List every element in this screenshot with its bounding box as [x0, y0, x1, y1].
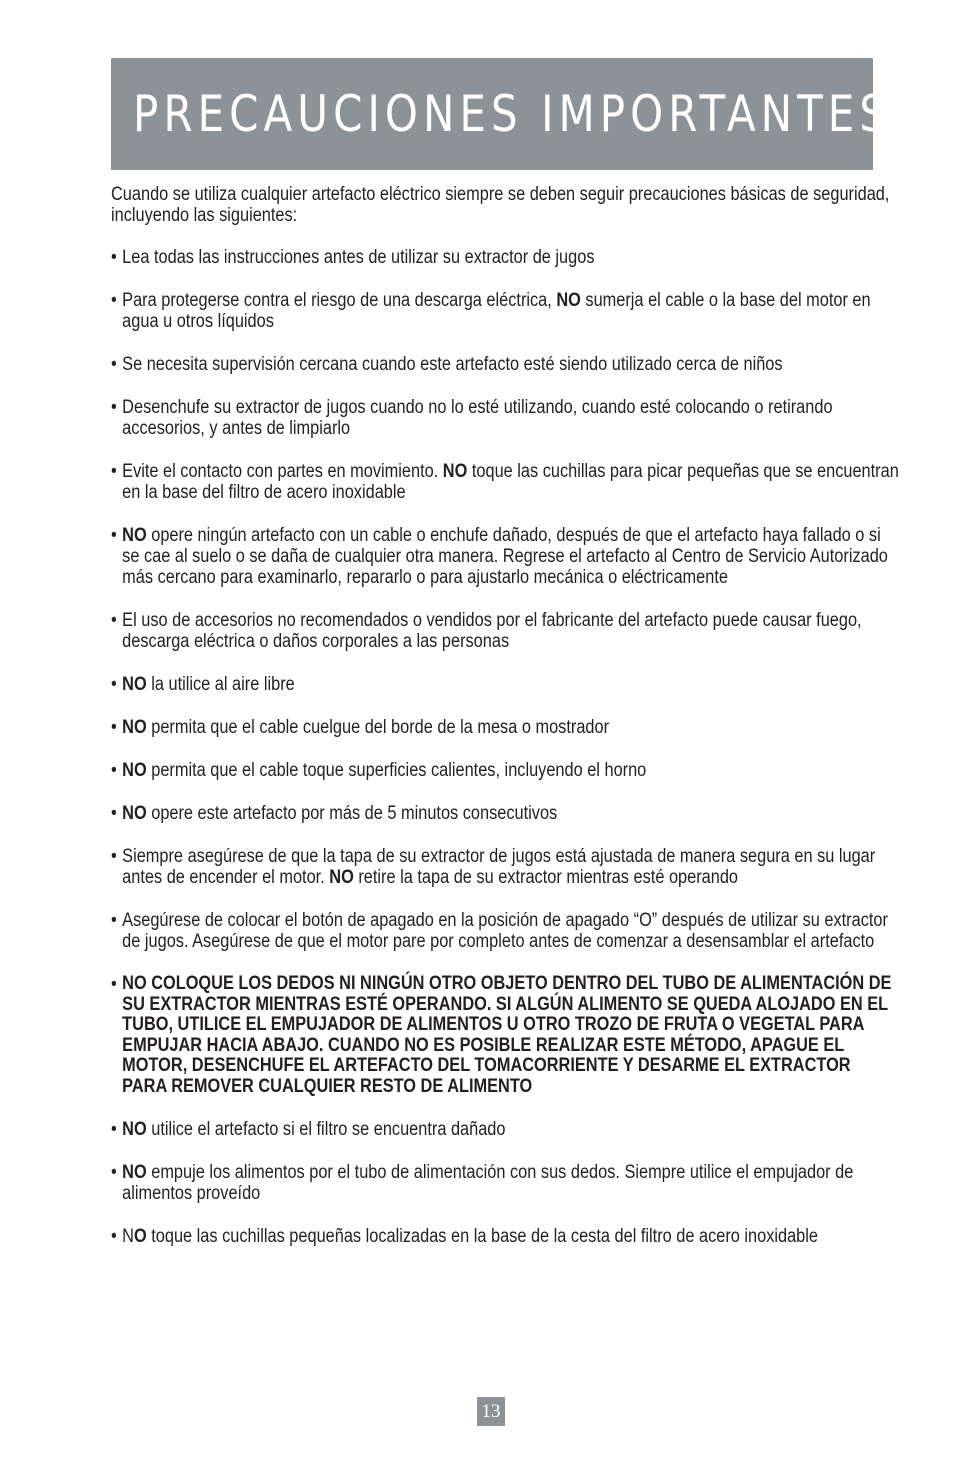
list-item [111, 461, 899, 503]
list-item-text [122, 803, 899, 824]
list-item [111, 525, 899, 588]
bullet-marker: • [111, 846, 117, 867]
list-item [111, 760, 899, 781]
bullet-marker: • [111, 674, 117, 695]
item-text-bold: NO [122, 525, 147, 546]
item-text-bold: NO [122, 1162, 147, 1183]
bullet-marker: • [111, 803, 117, 824]
item-text-post: retire la tapa de su extractor mientras esté operando [353, 867, 739, 888]
list-item [111, 1162, 899, 1204]
bullet-marker: • [111, 1162, 117, 1183]
list-item [111, 290, 899, 332]
item-text-post: la utilice al aire libre [146, 674, 295, 695]
item-text-bold: NO [122, 1119, 147, 1140]
list-item [111, 354, 899, 375]
list-item-text [122, 674, 899, 695]
bullet-marker: • [111, 461, 117, 482]
intro-paragraph: Cuando se utiliza cualquier artefacto eléctrico siempre se deben seguir precauciones básicas de seguridad, incluyendo las siguientes: [111, 184, 890, 226]
list-item-text [122, 247, 899, 268]
list-item-text [122, 717, 899, 738]
list-item-text [122, 610, 899, 652]
list-item [111, 1119, 899, 1140]
text-column [111, 184, 899, 1269]
list-item-text [122, 461, 899, 503]
item-text-post: utilice el artefacto si el filtro se encuentra dañado [146, 1119, 506, 1140]
list-item-text [122, 910, 899, 952]
bullet-marker: • [111, 1226, 117, 1247]
item-text-post: toque las cuchillas para picar pequeñas que se encuentran en la base del filtro de acero inoxidable [122, 461, 899, 503]
item-text-bold: NO [122, 674, 147, 695]
bullet-marker: • [111, 397, 117, 418]
list-item-text [122, 397, 899, 439]
list-item-text [122, 846, 899, 888]
list-item-text [122, 1226, 899, 1247]
item-text-bold: NO [122, 803, 147, 824]
precautions-content [111, 184, 901, 1269]
list-item-text [122, 525, 899, 588]
bullet-marker: • [111, 354, 117, 375]
list-item [111, 247, 899, 268]
item-text-pre: Asegúrese de colocar el botón de apagado en la posición de apagado “O” después de utilizar su extractor de jugos. Asegúrese de que el motor pare por completo antes de comenzar a desensamblar el artefacto [122, 910, 888, 952]
list-item [111, 846, 899, 888]
item-text-bold: NO [329, 867, 354, 888]
item-text-pre: N [122, 1226, 134, 1247]
item-text-bold: NO [122, 760, 147, 781]
item-text-pre: Se necesita supervisión cercana cuando este artefacto esté siendo utilizado cerca de niños [122, 354, 783, 375]
list-item-text [122, 1119, 899, 1140]
list-item-text [122, 290, 899, 332]
list-item-text [122, 974, 899, 1097]
list-item [111, 717, 899, 738]
list-item [111, 803, 899, 824]
list-item-text [122, 1162, 899, 1204]
list-item [111, 397, 899, 439]
item-text-bold: NO COLOQUE LOS DEDOS NI NINGÚN OTRO OBJETO DENTRO DEL TUBO DE ALIMENTACIÓN DE SU EXTRACTOR MIENTRAS ESTÉ OPERANDO. SI ALGÚN ALIMENTO SE QUEDA ALOJADO EN EL TUBO, UTILICE EL EMPUJADOR DE ALIMENTOS U OTRO TROZO DE FRUTA O VEGETAL PARA EMPUJAR HACIA ABAJO. CUANDO NO ES POSIBLE REALIZAR ESTE MÉTODO, APAGUE EL MOTOR, DESENCHUFE EL ARTEFACTO DEL TOMACORRIENTE Y DESARME EL EXTRACTOR PARA REMOVER CUALQUIER RESTO DE ALIMENTO [122, 973, 892, 1097]
item-text-pre: Siempre asegúrese de que la tapa de su extractor de jugos está ajustada de manera segura en su lugar antes de encender el motor. [122, 846, 876, 888]
item-text-post: opere este artefacto por más de 5 minutos consecutivos [146, 803, 558, 824]
item-text-bold: NO [556, 290, 581, 311]
item-text-pre: Para protegerse contra el riesgo de una descarga eléctrica, [122, 290, 557, 311]
item-text-post: sumerja el cable o la base del motor en agua u otros líquidos [122, 290, 871, 332]
bullet-marker: • [111, 610, 117, 631]
item-text-post: empuje los alimentos por el tubo de alimentación con sus dedos. Siempre utilice el empujador de alimentos proveído [122, 1162, 854, 1204]
item-text-pre: Desenchufe su extractor de jugos cuando no lo esté utilizando, cuando esté colocando o retirando accesorios, y antes de limpiarlo [122, 397, 833, 439]
page-number: 13 [477, 1397, 505, 1426]
item-text-pre: El uso de accesorios no recomendados o vendidos por el fabricante del artefacto puede causar fuego, descarga eléctrica o daños corporales a las personas [122, 610, 862, 652]
item-text-bold: O [133, 1226, 147, 1247]
title-banner [111, 58, 892, 170]
list-item [111, 910, 899, 952]
item-text-post: toque las cuchillas pequeñas localizadas en la base de la cesta del filtro de acero inoxidable [146, 1226, 818, 1247]
list-item [111, 610, 899, 652]
item-text-post: opere ningún artefacto con un cable o enchufe dañado, después de que el artefacto haya fallado o si se cae al suelo o se daña de cualquier otra manera. Regrese el artefacto al Centro de Servicio Autorizado más cercano para examinarlo, repararlo o para ajustarlo mecánica o eléctricamente [122, 525, 888, 588]
list-item-text [122, 760, 899, 781]
bullet-marker: • [111, 760, 117, 781]
item-text-post: permita que el cable cuelgue del borde de la mesa o mostrador [146, 717, 610, 738]
bullet-marker: • [111, 525, 117, 546]
item-text-pre: Lea todas las instrucciones antes de utilizar su extractor de jugos [122, 247, 595, 268]
page-title: PRECAUCIONES IMPORTANTES [133, 85, 892, 143]
list-item [111, 674, 899, 695]
list-item [111, 974, 899, 1097]
bullet-marker: • [111, 290, 117, 311]
bullet-marker: • [111, 974, 117, 995]
list-item [111, 1226, 899, 1247]
item-text-post: permita que el cable toque superficies calientes, incluyendo el horno [146, 760, 647, 781]
bullet-marker: • [111, 910, 117, 931]
list-item-text [122, 354, 899, 375]
item-text-bold: NO [442, 461, 468, 482]
item-text-pre: Evite el contacto con partes en movimiento. [122, 461, 443, 482]
item-text-bold: NO [122, 717, 147, 738]
bullet-marker: • [111, 247, 117, 268]
precautions-list [111, 247, 899, 1247]
bullet-marker: • [111, 717, 117, 738]
bullet-marker: • [111, 1119, 117, 1140]
